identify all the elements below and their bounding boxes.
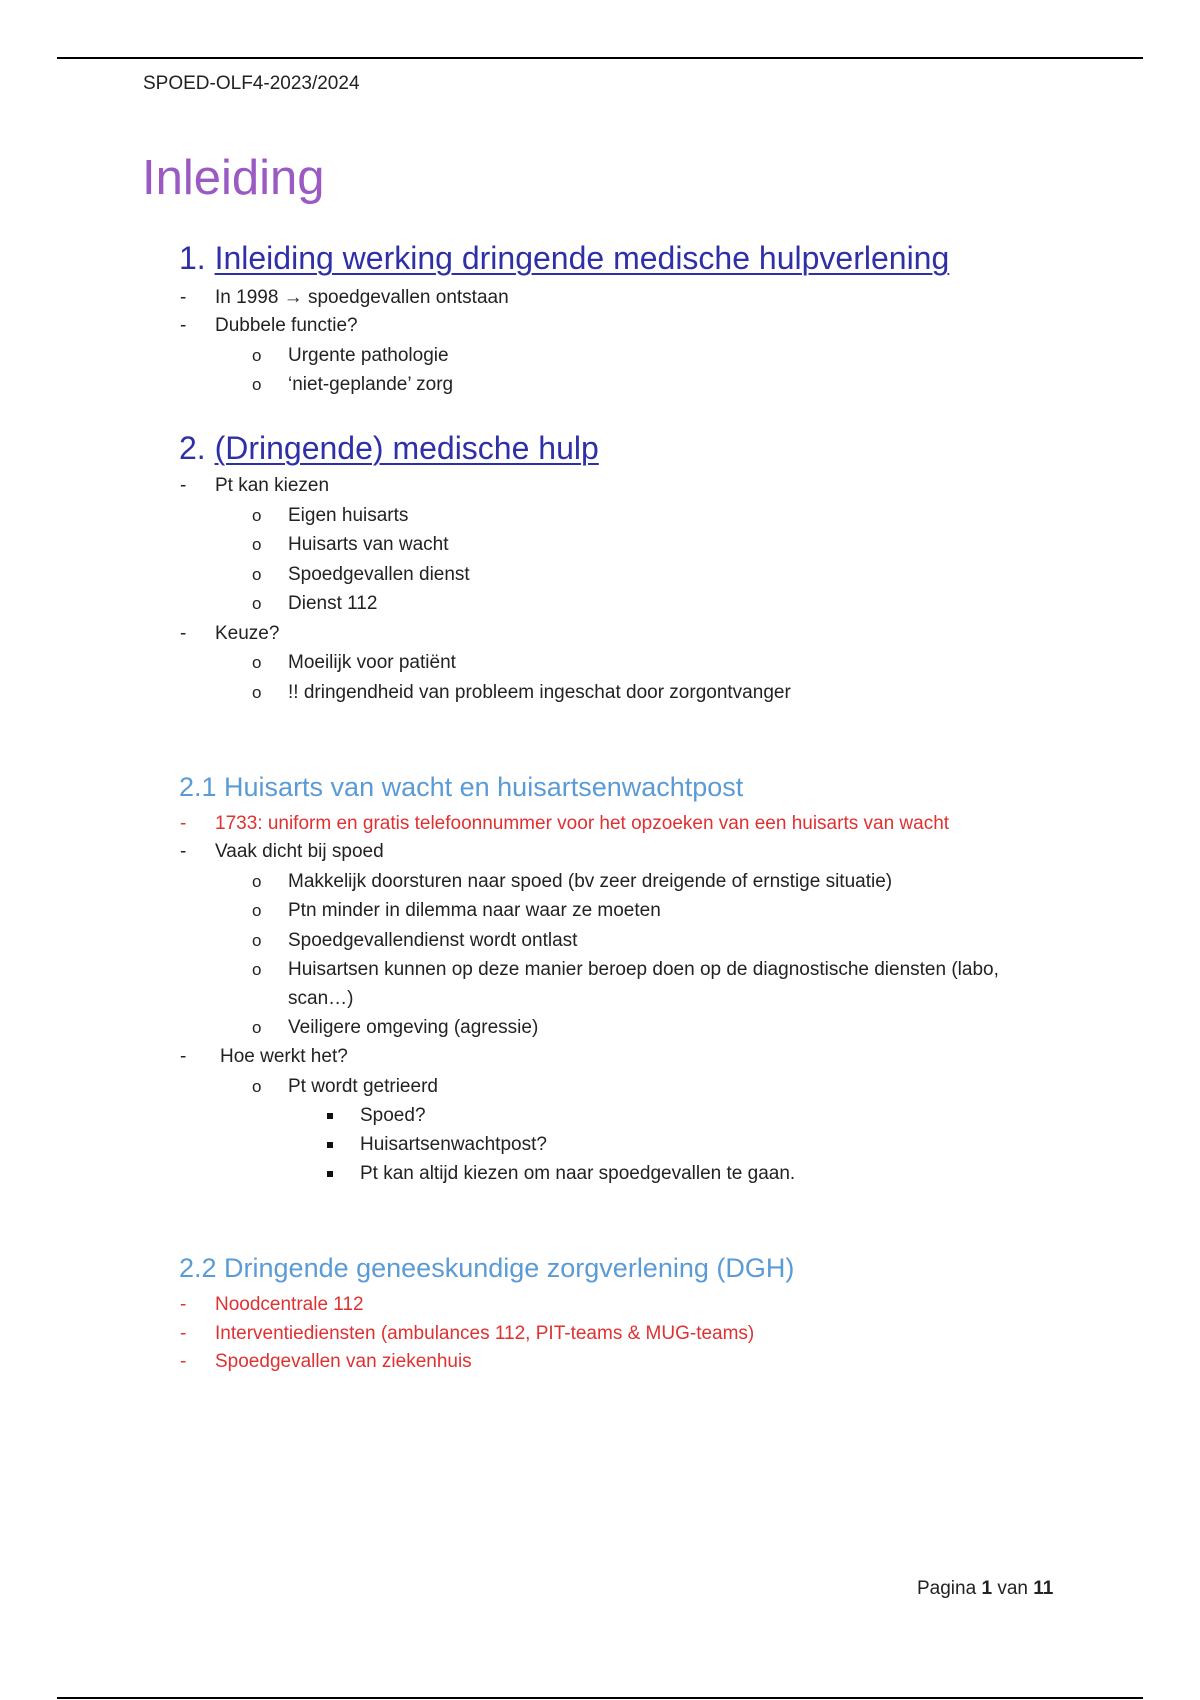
circle-bullet: o [252,346,262,365]
list-item: ‘niet-geplande’ zorg [288,374,454,395]
list-item: Pt kan kiezen [215,475,330,496]
section-2-title: (Dringende) medische hulp [214,430,599,466]
list-item: Interventiediensten (ambulances 112, PIT-teams & MUG-teams) [215,1323,755,1344]
list-item: Vaak dicht bij spoed [215,841,384,862]
circle-bullet: o [252,683,262,702]
list-item: Urgente pathologie [288,345,449,366]
list-item: Moeilijk voor patiënt [288,652,456,673]
footer-prefix: Pagina [917,1578,977,1599]
list-item: Dubbele functie? [215,315,358,336]
section-1-heading [179,240,949,277]
square-bullet-icon [327,1113,333,1119]
circle-bullet: o [252,960,262,979]
footer-rule [57,1697,1143,1699]
list-item: Dienst 112 [288,593,378,614]
dash-bullet: - [180,287,187,308]
dash-bullet: - [180,623,187,644]
dash-bullet: - [180,1351,187,1372]
dash-bullet: - [180,1046,187,1067]
section-2-number: 2. [179,430,206,466]
list-item: Huisartsen kunnen op deze manier beroep doen op de diagnostische diensten (labo, [288,959,999,980]
dash-bullet: - [180,841,187,862]
list-item: Hoe werkt het? [220,1046,348,1067]
list-item: !! dringendheid van probleem ingeschat door zorgontvanger [288,682,791,703]
section-1-title: Inleiding werking dringende medische hulpverlening [214,240,950,276]
list-item: Spoedgevallen van ziekenhuis [215,1351,472,1372]
list-item: 1733: uniform en gratis telefoonnummer voor het opzoeken van een huisarts van wacht [215,813,950,834]
circle-bullet: o [252,565,262,584]
list-item: Pt wordt getrieerd [288,1076,438,1097]
footer-page: 1 [981,1578,993,1599]
header-course: SPOED-OLF4-2023/2024 [143,73,360,94]
section-2-heading [179,430,599,467]
footer-middle: van [997,1578,1028,1599]
dash-bullet: - [180,1323,187,1344]
dash-bullet: - [180,1294,187,1315]
list-item: Noodcentrale 112 [215,1294,364,1315]
dash-bullet: - [180,315,187,336]
circle-bullet: o [252,375,262,394]
list-item: Pt kan altijd kiezen om naar spoedgevallen te gaan. [360,1163,796,1184]
circle-bullet: o [252,653,262,672]
circle-bullet: o [252,1077,262,1096]
section-2-1-heading: 2.1 Huisarts van wacht en huisartsenwachtpost [179,772,744,802]
section-1-number: 1. [179,240,206,276]
circle-bullet: o [252,1018,262,1037]
document-title: Inleiding [142,151,325,205]
dash-bullet: - [180,813,187,834]
circle-bullet: o [252,506,262,525]
square-bullet-icon [327,1142,333,1148]
section-2-2-heading: 2.2 Dringende geneeskundige zorgverlening (DGH) [179,1253,795,1283]
list-item: In 1998 → spoedgevallen ontstaan [215,287,509,308]
header-rule [57,57,1143,59]
list-item: Eigen huisarts [288,505,409,526]
list-item: Makkelijk doorsturen naar spoed (bv zeer dreigende of ernstige situatie) [288,871,893,892]
list-item: Spoed? [360,1105,426,1126]
circle-bullet: o [252,594,262,613]
list-item: Veiligere omgeving (agressie) [288,1017,539,1038]
circle-bullet: o [252,931,262,950]
list-item: Spoedgevallendienst wordt ontlast [288,930,578,951]
page-number [917,1578,1053,1600]
dash-bullet: - [180,475,187,496]
list-item-continuation: scan…) [288,988,354,1009]
circle-bullet: o [252,535,262,554]
circle-bullet: o [252,901,262,920]
list-item: Keuze? [215,623,280,644]
square-bullet-icon [327,1171,333,1177]
footer-total: 11 [1033,1578,1054,1599]
list-item: Huisartsenwachtpost? [360,1134,547,1155]
list-item: Huisarts van wacht [288,534,449,555]
list-item: Spoedgevallen dienst [288,564,470,585]
list-item: Ptn minder in dilemma naar waar ze moeten [288,900,661,921]
circle-bullet: o [252,872,262,891]
